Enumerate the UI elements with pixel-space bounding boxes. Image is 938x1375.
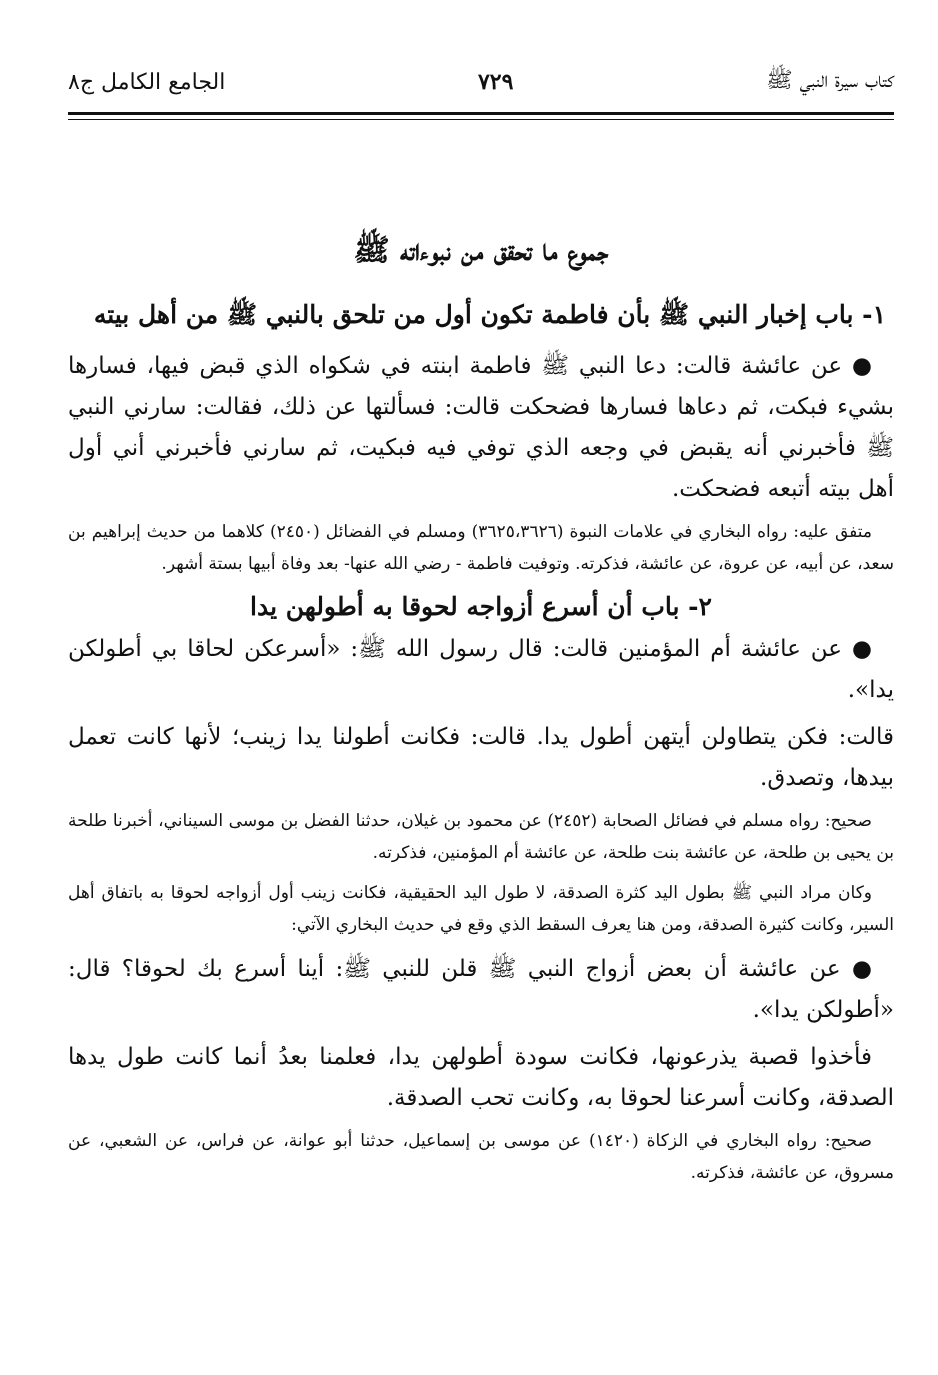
page-content xyxy=(68,232,894,1197)
section1-heading: ١- باب إخبار النبي ﷺ بأن فاطمة تكون أول من تلحق بالنبي ﷺ من أهل بيته xyxy=(93,300,886,329)
section2-note-2: وكان مراد النبي ﷺ بطول اليد كثرة الصدقة، لا طول اليد الحقيقية، فكانت زينب أول أزواجه لحوقا به باتفاق أهل السير، وكانت كثيرة الصدقة، ومن هنا يعرف السقط الذي وقع في حديث البخاري الآتي: xyxy=(68,883,894,935)
section2-hadith-1: ● عن عائشة أم المؤمنين قالت: قال رسول الله ﷺ: «أسرعكن لحاقا بي أطولكن يدا». xyxy=(68,636,894,703)
section2-hadith-2: ● عن عائشة أن بعض أزواج النبي ﷺ قلن للنبي ﷺ: أينا أسرع بك لحوقا؟ قال: «أطولكن يدا». xyxy=(68,956,894,1023)
header-rule-thin xyxy=(68,119,894,120)
section2-note-3: صحيح: رواه البخاري في الزكاة (١٤٢٠) عن موسى بن إسماعيل، حدثنا أبو عوانة، عن فراس، عن الشعبي، عن مسروق، عن عائشة، فذكرته. xyxy=(68,1131,894,1183)
section1-note: متفق عليه: رواه البخاري في علامات النبوة (٣٦٢٥،٣٦٢٦) ومسلم في الفضائل (٢٤٥٠) كلاهما من حديث إبراهيم بن سعد، عن أبيه، عن عروة، عن عائشة، فذكرته. وتوفيت فاطمة - رضي الله عنها- بعد وفاة أبيها بستة أشهر. xyxy=(68,522,894,574)
running-header xyxy=(68,62,894,102)
section1-hadith: ● عن عائشة قالت: دعا النبي ﷺ فاطمة ابنته في شكواه الذي قبض فيها، فسارها بشيء فبكت، ثم دعاها فسارها فضحكت قالت: فسألتها عن ذلك، فقالت: سارني النبي ﷺ فأخبرني أنه يقبض في وجعه الذي توفي فيه فبكيت، ثم سارني فأخبرني أني أول أهل بيته أتبعه فضحكت. xyxy=(68,353,894,502)
section2-hadith-2-continued: فأخذوا قصبة يذرعونها، فكانت سودة أطولهن يدا، فعلمنا بعدُ أنما كانت طول يدها الصدقة، وكانت أسرعنا لحوقا به، وكانت تحب الصدقة. xyxy=(68,1044,894,1111)
section2-note-1: صحيح: رواه مسلم في فضائل الصحابة (٢٤٥٢) عن محمود بن غيلان، حدثنا الفضل بن موسى السيناني، أخبرنا طلحة بن يحيى بن طلحة، عن عائشة بنت طلحة، عن عائشة أم المؤمنين، فذكرته. xyxy=(68,811,894,863)
header-book-title: كتاب سيرة النبي ﷺ xyxy=(766,68,894,93)
header-rule-thick xyxy=(68,112,894,115)
page-number: ٧٢٩ xyxy=(477,69,514,95)
section2-hadith-1-continued: قالت: فكن يتطاولن أيتهن أطول يدا. قالت: فكانت أطولنا يدا زينب؛ لأنها كانت تعمل بيدها، وتصدق. xyxy=(68,724,895,791)
section2-heading: ٢- باب أن أسرع أزواجه لحوقا به أطولهن يدا xyxy=(250,592,712,621)
header-volume-title: الجامع الكامل ج٨ xyxy=(68,69,226,95)
page-title: جموع ما تحقق من نبوءاته ﷺ xyxy=(353,233,609,268)
